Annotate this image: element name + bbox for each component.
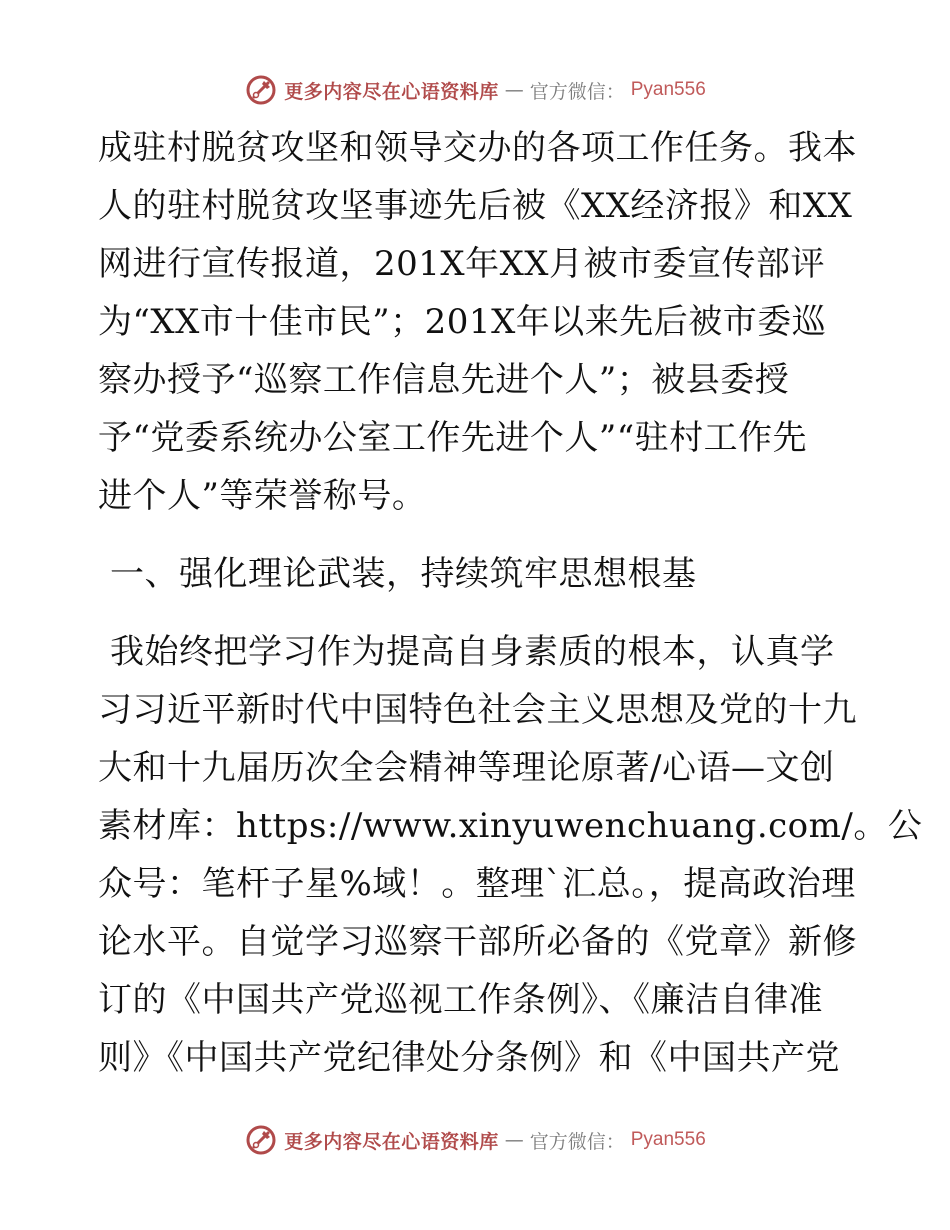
banner-wechat-handle: Pyan556	[630, 1129, 706, 1150]
header-watermark-banner	[0, 70, 950, 110]
footer-watermark-banner	[0, 1120, 950, 1160]
intro-line: 察办授予“巡察工作信息先进个人”；被县委授	[98, 360, 790, 400]
body-line: 则》《中国共产党纪律处分条例》和《中国共产党	[98, 1038, 840, 1078]
quill-seal-icon	[244, 1123, 278, 1157]
body-line: 订的《中国共产党巡视工作条例》、《廉洁自律准	[98, 980, 823, 1020]
body-line: 论水平。自觉学习巡察干部所必备的《党章》新修	[98, 922, 857, 962]
intro-line: 成驻村脱贫攻坚和领导交办的各项工作任务。我本	[98, 128, 857, 168]
banner-official-label: 官方微信：	[529, 1130, 625, 1153]
quill-seal-icon	[244, 73, 278, 107]
body-line: 我始终把学习作为提高自身素质的根本，认真学	[110, 632, 835, 672]
intro-line: 人的驻村脱贫攻坚事迹先后被《XX经济报》和XX	[98, 186, 853, 226]
banner-site-text: 更多内容尽在心语资料库	[284, 80, 499, 103]
banner-site-text: 更多内容尽在心语资料库	[284, 1130, 499, 1153]
body-line: 众号：笔杆子星%域！。整理`汇总。，提高政治理	[98, 864, 856, 904]
intro-line: 为“XX市十佳市民”；201X年以来先后被市委巡	[98, 302, 827, 342]
intro-line: 予“党委系统办公室工作先进个人”“驻村工作先	[98, 418, 808, 458]
document-body	[98, 119, 923, 1087]
intro-line: 网进行宣传报道，201X年XX月被市委宣传部评	[98, 244, 826, 284]
banner-wechat-handle: Pyan556	[630, 79, 706, 100]
banner-official-label: 官方微信：	[529, 80, 625, 103]
section-heading: 一、强化理论武装，持续筑牢思想根基	[110, 554, 697, 594]
intro-line: 进个人”等荣誉称号。	[98, 476, 427, 516]
banner-dash: —	[504, 79, 524, 101]
body-line: 习习近平新时代中国特色社会主义思想及党的十九	[98, 690, 857, 730]
banner-dash: —	[504, 1129, 524, 1151]
body-line: 素材库：https://www.xinyuwenchuang.com/。公	[98, 806, 923, 846]
body-line: 大和十九届历次全会精神等理论原著/心语—文创	[98, 748, 835, 788]
